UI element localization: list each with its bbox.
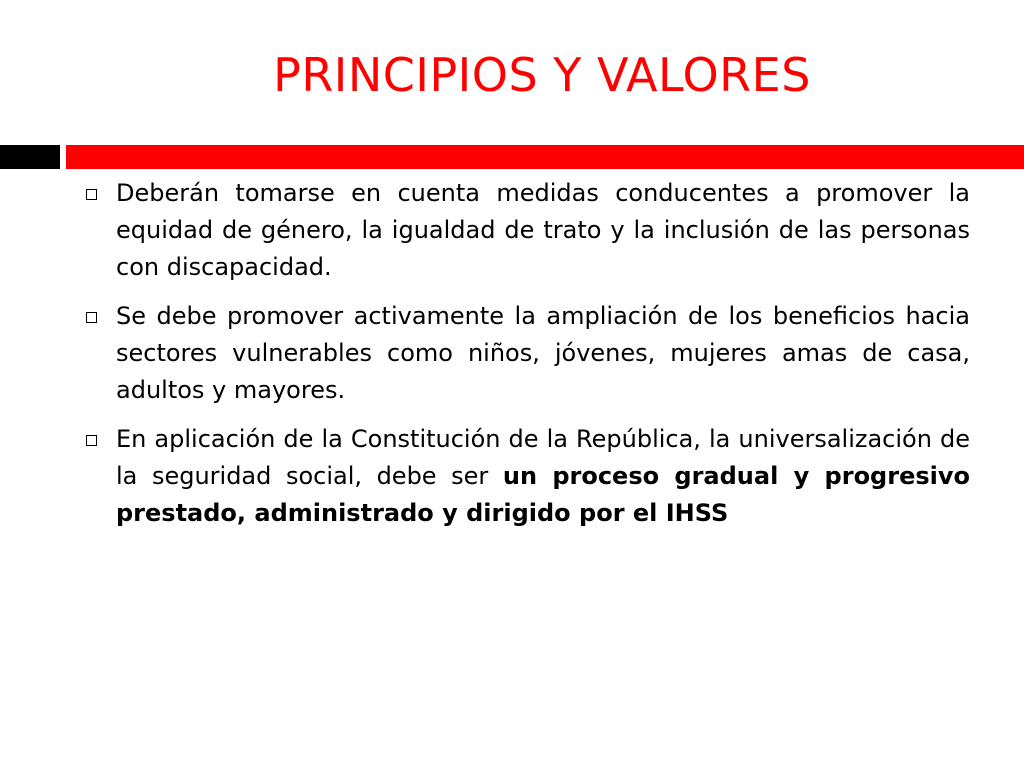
title-divider-red-bar (66, 145, 1024, 169)
bullet-text-3: En aplicación de la Constitución de la República, la universalización de la seguridad social, debe ser (116, 425, 970, 490)
bullet-item-3 (84, 421, 970, 532)
hollow-square-icon (86, 435, 97, 446)
slide-title: PRINCIPIOS Y VALORES (273, 48, 811, 102)
title-divider-black-block (0, 145, 60, 169)
bullet-text-2: Se debe promover activamente la ampliación de los beneficios hacia sectores vulnerables como niños, jóvenes, mujeres amas de casa, adultos y mayores. (116, 302, 970, 404)
bullet-list (84, 175, 970, 544)
hollow-square-icon (86, 312, 97, 323)
bullet-item-2 (84, 298, 970, 409)
bullet-item-1 (84, 175, 970, 286)
hollow-square-icon (86, 189, 97, 200)
bullet-text-3-emphasis: un proceso gradual y progresivo prestado, administrado y dirigido por el IHSS (116, 462, 970, 527)
bullet-text-1: Deberán tomarse en cuenta medidas conducentes a promover la equidad de género, la igualdad de trato y la inclusión de las personas con discapacidad. (116, 179, 970, 281)
